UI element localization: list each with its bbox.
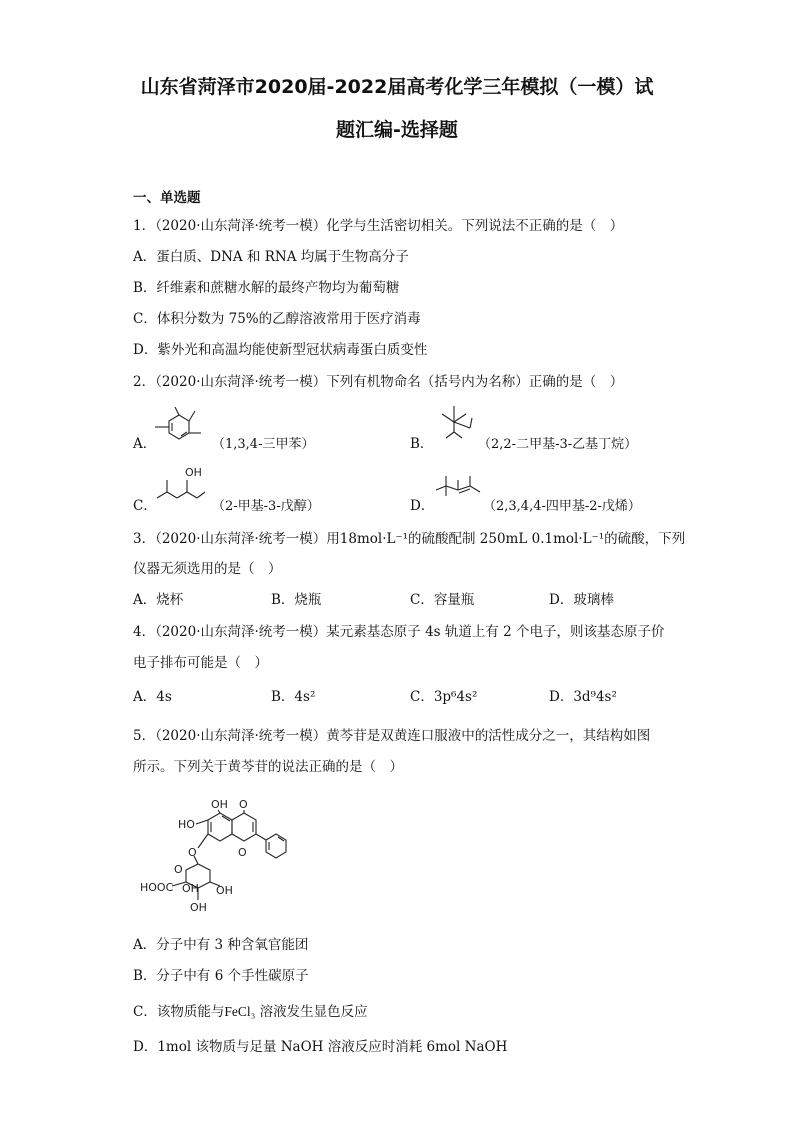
struct-o-top: O bbox=[239, 798, 248, 811]
struct-o-sugar: O bbox=[174, 863, 183, 876]
q3-option-a: A．烧杯 bbox=[133, 592, 184, 608]
q2-option-a-name: （1,3,4-三甲苯） bbox=[212, 437, 315, 452]
q2-option-c-name: （2-甲基-3-戊醇） bbox=[212, 499, 320, 514]
q4-option-c: C．3p⁶4s² bbox=[410, 689, 478, 705]
q1-option-d: D．紫外光和高温均能使新型冠状病毒蛋白质变性 bbox=[133, 342, 428, 358]
q5-stem-line1: 5．（2020·山东菏泽·统考一模）黄芩苷是双黄连口服液中的活性成分之一，其结构如图 bbox=[133, 728, 651, 744]
q4-option-a: A．4s bbox=[133, 689, 172, 705]
q5-option-b: B．分子中有 6 个手性碳原子 bbox=[133, 968, 309, 984]
q1-stem: 1．（2020·山东菏泽·统考一模）化学与生活密切相关。下列说法不正确的是（ ） bbox=[133, 218, 624, 234]
q5-option-d: D．1mol 该物质与足量 NaOH 溶液反应时消耗 6mol NaOH bbox=[133, 1039, 508, 1055]
doc-title-line2: 题汇编-选择题 bbox=[336, 119, 458, 141]
q5-option-a: A．分子中有 3 种含氧官能团 bbox=[133, 937, 309, 953]
q3-option-d: D．玻璃棒 bbox=[549, 592, 614, 608]
q2-a-structure bbox=[155, 405, 210, 443]
q2-b-structure bbox=[432, 402, 482, 444]
q4-stem-line1: 4．（2020·山东菏泽·统考一模）某元素基态原子 4s 轨道上有 2 个电子，则该基态原子价 bbox=[133, 624, 665, 640]
q2-option-b-letter: B． bbox=[410, 436, 434, 452]
q2-c-oh-label: OH bbox=[185, 466, 202, 479]
doc-title-line1: 山东省菏泽市2020届-2022届高考化学三年模拟（一模）试 bbox=[140, 76, 654, 98]
struct-oh-top: OH bbox=[211, 798, 228, 811]
q5-stem-line2: 所示。下列关于黄芩苷的说法正确的是（ ） bbox=[133, 759, 403, 775]
q4-option-b: B．4s² bbox=[271, 689, 316, 705]
q2-option-c-letter: C． bbox=[133, 498, 157, 514]
struct-oh-bottom: OH bbox=[190, 901, 207, 914]
q3-option-b: B．烧瓶 bbox=[271, 592, 322, 608]
q3-stem-line2: 仪器无须选用的是（ ） bbox=[133, 561, 282, 577]
q2-option-d-letter: D． bbox=[410, 498, 435, 514]
struct-cooh: HOOC bbox=[140, 881, 174, 894]
q2-option-d-name: （2,3,4,4-四甲基-2-戊烯） bbox=[483, 499, 641, 514]
q2-option-b-name: （2,2-二甲基-3-乙基丁烷） bbox=[478, 437, 638, 452]
q2-c-structure bbox=[155, 464, 215, 506]
struct-o-link: O bbox=[188, 846, 197, 859]
struct-ho-left: HO bbox=[178, 818, 195, 831]
q4-stem-line2: 电子排布可能是（ ） bbox=[133, 655, 268, 671]
q1-option-c: C．体积分数为 75%的乙醇溶液常用于医疗消毒 bbox=[133, 311, 421, 327]
q3-option-c: C．容量瓶 bbox=[410, 592, 475, 608]
struct-oh-right: OH bbox=[216, 884, 233, 897]
q2-option-a-letter: A． bbox=[133, 436, 157, 452]
q4-option-d: D．3d⁹4s² bbox=[549, 689, 617, 705]
struct-oh-mid: OH bbox=[182, 882, 199, 895]
section-heading: 一、单选题 bbox=[133, 190, 201, 206]
q1-option-a: A．蛋白质、DNA 和 RNA 均属于生物高分子 bbox=[133, 249, 409, 265]
q5-option-c-pre: C．该物质能与 bbox=[133, 1004, 225, 1020]
q3-stem-line1: 3．（2020·山东菏泽·统考一模）用18mol·L⁻¹的硫酸配制 250mL 0.1mol·L⁻¹的硫酸，下列 bbox=[133, 531, 686, 547]
q2-d-structure bbox=[432, 472, 488, 502]
q5-option-c-formula: FeCl₃ bbox=[224, 1004, 256, 1019]
q1-option-b: B．纤维素和蔗糖水解的最终产物均为葡萄糖 bbox=[133, 280, 400, 296]
q5-option-c bbox=[133, 1000, 368, 1020]
q5-option-c-post: 溶液发生显色反应 bbox=[259, 1004, 368, 1020]
baicalin-structure bbox=[138, 798, 298, 918]
q2-stem: 2．（2020·山东菏泽·统考一模）下列有机物命名（括号内为名称）正确的是（ ） bbox=[133, 374, 624, 390]
struct-o-ring: O bbox=[238, 846, 247, 859]
